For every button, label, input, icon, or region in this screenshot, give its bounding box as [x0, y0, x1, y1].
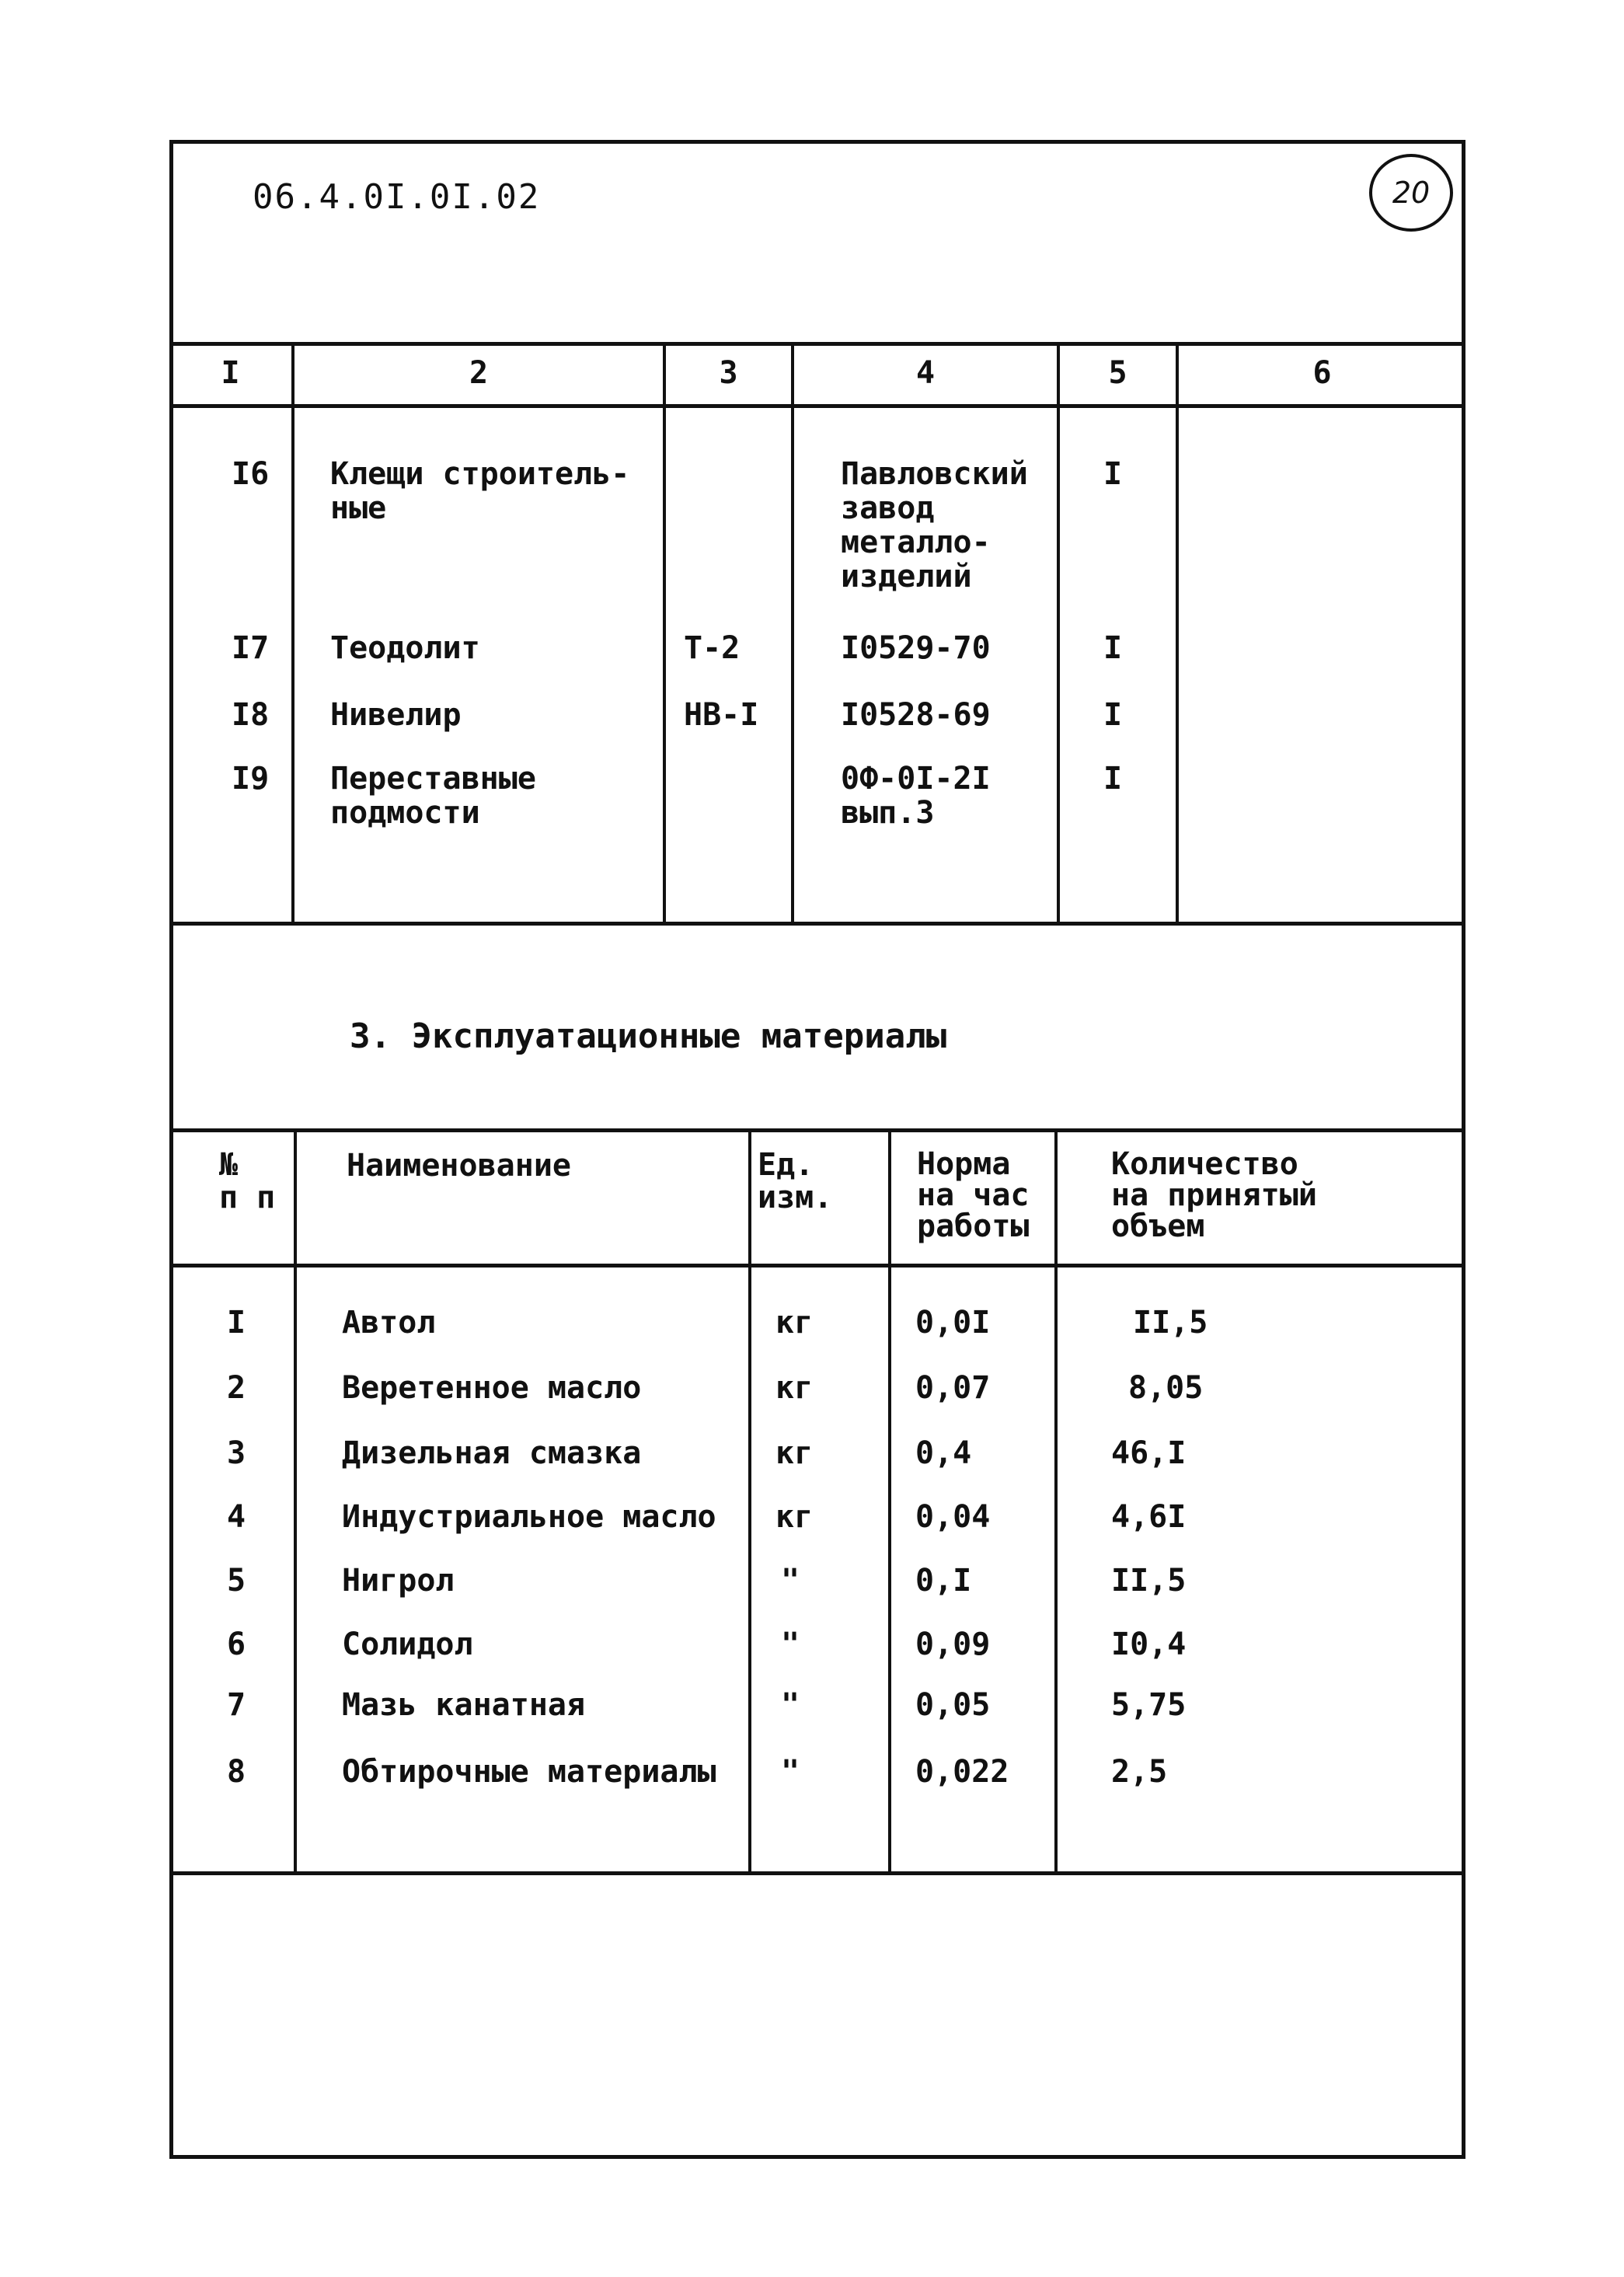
table2-row-amount: 46,I: [1111, 1435, 1187, 1471]
table2-row-name: Нигрол: [342, 1563, 455, 1599]
table1-row-name: Теодолит: [330, 630, 480, 666]
table1-row-mark: Т-2: [684, 630, 741, 666]
table2-row-num: 5: [227, 1563, 246, 1599]
table2-row-num: 4: [227, 1499, 246, 1535]
page-number-badge: [1369, 154, 1453, 232]
table1-row-num: I8: [232, 697, 270, 733]
table2-row-unit: кг: [775, 1499, 814, 1535]
table2-header-border: [169, 1264, 1465, 1268]
table2-row-amount: 2,5: [1111, 1754, 1168, 1790]
table2-row-norm: 0,05: [915, 1687, 991, 1723]
table1-col-header: 3: [719, 355, 738, 391]
table2-row-norm: 0,07: [915, 1370, 991, 1406]
table2-row-name: Индустриальное масло: [342, 1499, 716, 1535]
table2-header-name: Наименование: [347, 1148, 571, 1184]
table1-col-header: 4: [915, 355, 936, 391]
table2-row-num: 6: [227, 1627, 246, 1662]
table1-col-divider: [291, 342, 294, 925]
table1-col-divider: [791, 342, 794, 925]
table2-row-norm: 0,04: [915, 1499, 991, 1535]
table2-col-divider: [748, 1128, 751, 1874]
table2-row-unit: ": [781, 1563, 800, 1599]
table1-row-name: Переставные подмости: [330, 761, 536, 831]
table1-row-name: Нивелир: [330, 697, 462, 733]
table2-row-num: 8: [227, 1754, 246, 1790]
table2-header-norm: Норма на час работы: [917, 1146, 1030, 1244]
table2-row-norm: 0,022: [915, 1754, 1009, 1790]
table2-row-name: Дизельная смазка: [342, 1435, 642, 1471]
table2-row-unit: кг: [775, 1305, 814, 1341]
table2-header-amount: Количество на принятый объем: [1111, 1146, 1317, 1244]
table1-row-qty: I: [1103, 761, 1123, 797]
table1-col-header: 6: [1312, 355, 1332, 391]
table2-header-num: № п п: [219, 1147, 276, 1215]
table1-row-doc: Павловский завод металло- изделий: [841, 456, 1028, 595]
table2-row-amount: 4,6I: [1111, 1499, 1187, 1535]
table1-row-qty: I: [1103, 630, 1123, 666]
table2-row-unit: ": [781, 1687, 800, 1723]
table1-col-header: 5: [1108, 355, 1127, 391]
table2-row-name: Веретенное масло: [342, 1370, 642, 1406]
section-title: 3. Эксплуатационные материалы: [350, 1016, 947, 1056]
document-code: 06.4.0I.0I.02: [253, 177, 541, 217]
table2-row-num: I: [227, 1305, 246, 1341]
table2-row-name: Мазь канатная: [342, 1687, 586, 1723]
table2-row-unit: ": [781, 1627, 800, 1662]
table2-row-amount: I0,4: [1111, 1627, 1187, 1662]
table2-row-amount: II,5: [1111, 1563, 1187, 1599]
table2-row-amount: 5,75: [1111, 1687, 1187, 1723]
table1-header-border: [169, 404, 1465, 408]
table2-row-num: 2: [227, 1370, 246, 1406]
table2-row-num: 3: [227, 1435, 246, 1471]
table2-row-amount: II,5: [1133, 1305, 1208, 1341]
table1-bottom-border: [169, 922, 1465, 926]
table2-row-unit: кг: [775, 1370, 814, 1406]
table1-row-doc: I0528-69: [841, 697, 991, 733]
table1-top-border: [169, 342, 1465, 346]
table2-row-name: Обтирочные материалы: [342, 1754, 716, 1790]
table1-row-num: I9: [232, 761, 270, 797]
table2-row-num: 7: [227, 1687, 246, 1723]
table2-row-name: Солидол: [342, 1627, 473, 1662]
table1-col-header: I: [221, 355, 240, 391]
table1-col-divider: [1057, 342, 1060, 925]
table1-col-divider: [1176, 342, 1179, 925]
table1-row-qty: I: [1103, 456, 1123, 492]
table2-row-unit: кг: [775, 1435, 814, 1471]
table1-row-num: I6: [232, 456, 270, 492]
table2-row-norm: 0,I: [915, 1563, 972, 1599]
table2-row-norm: 0,09: [915, 1627, 991, 1662]
table1-row-num: I7: [232, 630, 270, 666]
table2-header-unit: Ед. изм.: [758, 1147, 833, 1215]
table2-col-divider: [1054, 1128, 1058, 1874]
table1-row-doc: 0Ф-0I-2I вып.3: [841, 761, 991, 831]
table2-col-divider: [294, 1128, 297, 1874]
table1-row-qty: I: [1103, 697, 1123, 733]
table2-row-unit: ": [781, 1754, 800, 1790]
table1-row-mark: НВ-I: [684, 697, 759, 733]
table1-col-header: 2: [469, 355, 489, 391]
page-number: 20: [1392, 176, 1431, 210]
table2-row-norm: 0,0I: [915, 1305, 991, 1341]
table1-row-doc: I0529-70: [841, 630, 991, 666]
table2-top-border: [169, 1128, 1465, 1132]
table2-col-divider: [888, 1128, 891, 1874]
table2-row-amount: 8,05: [1128, 1370, 1204, 1406]
table2-row-name: Автол: [342, 1305, 436, 1341]
table2-row-norm: 0,4: [915, 1435, 972, 1471]
table1-row-name: Клещи строитель- ные: [330, 456, 630, 526]
table2-bottom-border: [169, 1871, 1465, 1875]
table1-col-divider: [663, 342, 666, 925]
